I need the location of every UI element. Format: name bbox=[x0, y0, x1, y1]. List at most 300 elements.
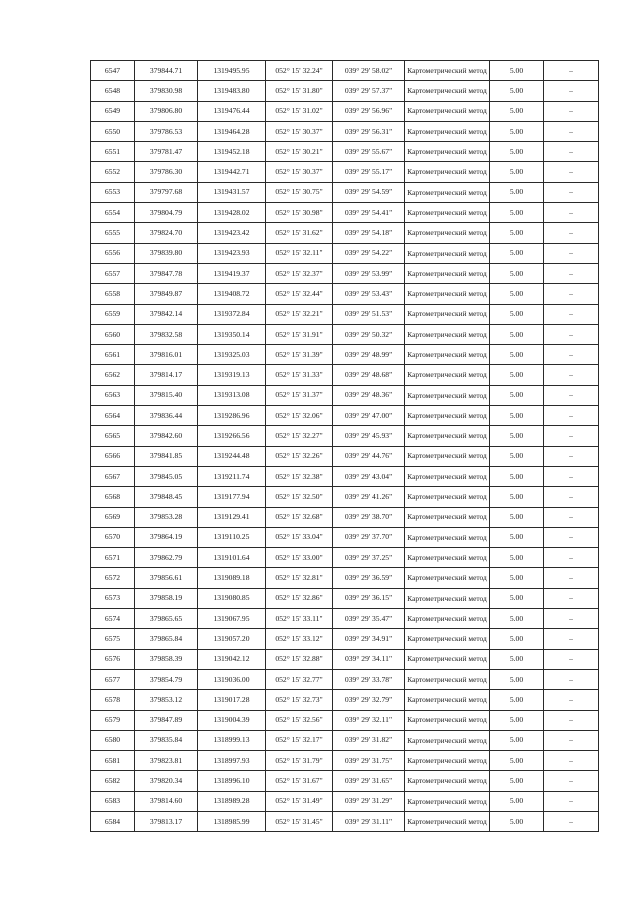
note-cell: – bbox=[544, 791, 599, 811]
method-cell: Картометрический метод bbox=[405, 751, 490, 771]
note-cell: – bbox=[544, 81, 599, 101]
x-coordinate-cell: 379786.53 bbox=[135, 121, 198, 141]
point-number-cell: 6557 bbox=[91, 263, 135, 283]
note-cell: – bbox=[544, 568, 599, 588]
point-number-cell: 6576 bbox=[91, 649, 135, 669]
note-cell: – bbox=[544, 162, 599, 182]
method-cell: Картометрический метод bbox=[405, 324, 490, 344]
latitude-cell: 052° 15' 32.73" bbox=[266, 690, 333, 710]
accuracy-cell: 5.00 bbox=[490, 162, 544, 182]
note-cell: – bbox=[544, 751, 599, 771]
point-number-cell: 6562 bbox=[91, 365, 135, 385]
latitude-cell: 052° 15' 30.98" bbox=[266, 203, 333, 223]
y-coordinate-cell: 1319244.48 bbox=[198, 446, 266, 466]
point-number-cell: 6554 bbox=[91, 203, 135, 223]
accuracy-cell: 5.00 bbox=[490, 223, 544, 243]
y-coordinate-cell: 1319419.37 bbox=[198, 263, 266, 283]
point-number-cell: 6561 bbox=[91, 345, 135, 365]
table-row bbox=[91, 629, 599, 649]
point-number-cell: 6573 bbox=[91, 588, 135, 608]
longitude-cell: 039° 29' 31.65" bbox=[333, 771, 405, 791]
point-number-cell: 6547 bbox=[91, 61, 135, 81]
longitude-cell: 039° 29' 57.37" bbox=[333, 81, 405, 101]
x-coordinate-cell: 379804.79 bbox=[135, 203, 198, 223]
accuracy-cell: 5.00 bbox=[490, 730, 544, 750]
note-cell: – bbox=[544, 284, 599, 304]
table-row bbox=[91, 649, 599, 669]
table-row bbox=[91, 182, 599, 202]
note-cell: – bbox=[544, 446, 599, 466]
y-coordinate-cell: 1318985.99 bbox=[198, 811, 266, 831]
y-coordinate-cell: 1318996.10 bbox=[198, 771, 266, 791]
latitude-cell: 052° 15' 32.27" bbox=[266, 426, 333, 446]
latitude-cell: 052° 15' 31.45" bbox=[266, 811, 333, 831]
point-number-cell: 6578 bbox=[91, 690, 135, 710]
note-cell: – bbox=[544, 365, 599, 385]
longitude-cell: 039° 29' 55.17" bbox=[333, 162, 405, 182]
note-cell: – bbox=[544, 730, 599, 750]
accuracy-cell: 5.00 bbox=[490, 568, 544, 588]
point-number-cell: 6551 bbox=[91, 142, 135, 162]
accuracy-cell: 5.00 bbox=[490, 649, 544, 669]
y-coordinate-cell: 1319004.39 bbox=[198, 710, 266, 730]
note-cell: – bbox=[544, 466, 599, 486]
y-coordinate-cell: 1318997.93 bbox=[198, 751, 266, 771]
note-cell: – bbox=[544, 223, 599, 243]
table-row bbox=[91, 263, 599, 283]
method-cell: Картометрический метод bbox=[405, 669, 490, 689]
y-coordinate-cell: 1319080.85 bbox=[198, 588, 266, 608]
x-coordinate-cell: 379824.70 bbox=[135, 223, 198, 243]
x-coordinate-cell: 379858.39 bbox=[135, 649, 198, 669]
latitude-cell: 052° 15' 32.21" bbox=[266, 304, 333, 324]
accuracy-cell: 5.00 bbox=[490, 406, 544, 426]
longitude-cell: 039° 29' 34.91" bbox=[333, 629, 405, 649]
x-coordinate-cell: 379839.80 bbox=[135, 243, 198, 263]
table-row bbox=[91, 324, 599, 344]
accuracy-cell: 5.00 bbox=[490, 548, 544, 568]
longitude-cell: 039° 29' 32.11" bbox=[333, 710, 405, 730]
y-coordinate-cell: 1319372.84 bbox=[198, 304, 266, 324]
latitude-cell: 052° 15' 32.81" bbox=[266, 568, 333, 588]
table-row bbox=[91, 385, 599, 405]
accuracy-cell: 5.00 bbox=[490, 385, 544, 405]
x-coordinate-cell: 379781.47 bbox=[135, 142, 198, 162]
longitude-cell: 039° 29' 36.15" bbox=[333, 588, 405, 608]
y-coordinate-cell: 1319431.57 bbox=[198, 182, 266, 202]
longitude-cell: 039° 29' 41.26" bbox=[333, 487, 405, 507]
method-cell: Картометрический метод bbox=[405, 487, 490, 507]
latitude-cell: 052° 15' 30.21" bbox=[266, 142, 333, 162]
note-cell: – bbox=[544, 324, 599, 344]
y-coordinate-cell: 1319350.14 bbox=[198, 324, 266, 344]
method-cell: Картометрический метод bbox=[405, 61, 490, 81]
method-cell: Картометрический метод bbox=[405, 629, 490, 649]
accuracy-cell: 5.00 bbox=[490, 345, 544, 365]
longitude-cell: 039° 29' 53.43" bbox=[333, 284, 405, 304]
point-number-cell: 6556 bbox=[91, 243, 135, 263]
note-cell: – bbox=[544, 548, 599, 568]
table-row bbox=[91, 751, 599, 771]
y-coordinate-cell: 1318989.28 bbox=[198, 791, 266, 811]
y-coordinate-cell: 1319423.93 bbox=[198, 243, 266, 263]
method-cell: Картометрический метод bbox=[405, 426, 490, 446]
method-cell: Картометрический метод bbox=[405, 162, 490, 182]
latitude-cell: 052° 15' 32.56" bbox=[266, 710, 333, 730]
y-coordinate-cell: 1319325.03 bbox=[198, 345, 266, 365]
table-row bbox=[91, 811, 599, 831]
x-coordinate-cell: 379815.40 bbox=[135, 385, 198, 405]
y-coordinate-cell: 1319483.80 bbox=[198, 81, 266, 101]
accuracy-cell: 5.00 bbox=[490, 690, 544, 710]
table-row bbox=[91, 223, 599, 243]
point-number-cell: 6574 bbox=[91, 609, 135, 629]
latitude-cell: 052° 15' 32.88" bbox=[266, 649, 333, 669]
accuracy-cell: 5.00 bbox=[490, 527, 544, 547]
table-row bbox=[91, 101, 599, 121]
accuracy-cell: 5.00 bbox=[490, 243, 544, 263]
longitude-cell: 039° 29' 53.99" bbox=[333, 263, 405, 283]
longitude-cell: 039° 29' 56.96" bbox=[333, 101, 405, 121]
x-coordinate-cell: 379856.61 bbox=[135, 568, 198, 588]
note-cell: – bbox=[544, 142, 599, 162]
latitude-cell: 052° 15' 30.75" bbox=[266, 182, 333, 202]
x-coordinate-cell: 379862.79 bbox=[135, 548, 198, 568]
point-number-cell: 6572 bbox=[91, 568, 135, 588]
latitude-cell: 052° 15' 32.68" bbox=[266, 507, 333, 527]
accuracy-cell: 5.00 bbox=[490, 811, 544, 831]
table-row bbox=[91, 588, 599, 608]
x-coordinate-cell: 379849.87 bbox=[135, 284, 198, 304]
accuracy-cell: 5.00 bbox=[490, 121, 544, 141]
table-row bbox=[91, 142, 599, 162]
point-number-cell: 6579 bbox=[91, 710, 135, 730]
latitude-cell: 052° 15' 30.37" bbox=[266, 121, 333, 141]
method-cell: Картометрический метод bbox=[405, 223, 490, 243]
accuracy-cell: 5.00 bbox=[490, 426, 544, 446]
longitude-cell: 039° 29' 48.36" bbox=[333, 385, 405, 405]
method-cell: Картометрический метод bbox=[405, 690, 490, 710]
x-coordinate-cell: 379865.84 bbox=[135, 629, 198, 649]
longitude-cell: 039° 29' 50.32" bbox=[333, 324, 405, 344]
accuracy-cell: 5.00 bbox=[490, 446, 544, 466]
point-number-cell: 6565 bbox=[91, 426, 135, 446]
latitude-cell: 052° 15' 31.91" bbox=[266, 324, 333, 344]
y-coordinate-cell: 1319177.94 bbox=[198, 487, 266, 507]
latitude-cell: 052° 15' 32.11" bbox=[266, 243, 333, 263]
note-cell: – bbox=[544, 527, 599, 547]
point-number-cell: 6549 bbox=[91, 101, 135, 121]
table-row bbox=[91, 446, 599, 466]
latitude-cell: 052° 15' 33.00" bbox=[266, 548, 333, 568]
accuracy-cell: 5.00 bbox=[490, 710, 544, 730]
accuracy-cell: 5.00 bbox=[490, 609, 544, 629]
note-cell: – bbox=[544, 771, 599, 791]
table-row bbox=[91, 730, 599, 750]
latitude-cell: 052° 15' 32.77" bbox=[266, 669, 333, 689]
point-number-cell: 6560 bbox=[91, 324, 135, 344]
method-cell: Картометрический метод bbox=[405, 406, 490, 426]
x-coordinate-cell: 379820.34 bbox=[135, 771, 198, 791]
longitude-cell: 039° 29' 55.67" bbox=[333, 142, 405, 162]
method-cell: Картометрический метод bbox=[405, 771, 490, 791]
y-coordinate-cell: 1319408.72 bbox=[198, 284, 266, 304]
accuracy-cell: 5.00 bbox=[490, 466, 544, 486]
table-row bbox=[91, 791, 599, 811]
method-cell: Картометрический метод bbox=[405, 507, 490, 527]
y-coordinate-cell: 1319313.08 bbox=[198, 385, 266, 405]
table-row bbox=[91, 121, 599, 141]
method-cell: Картометрический метод bbox=[405, 81, 490, 101]
method-cell: Картометрический метод bbox=[405, 791, 490, 811]
point-number-cell: 6569 bbox=[91, 507, 135, 527]
longitude-cell: 039° 29' 31.82" bbox=[333, 730, 405, 750]
y-coordinate-cell: 1319057.20 bbox=[198, 629, 266, 649]
longitude-cell: 039° 29' 37.25" bbox=[333, 548, 405, 568]
longitude-cell: 039° 29' 45.93" bbox=[333, 426, 405, 446]
accuracy-cell: 5.00 bbox=[490, 263, 544, 283]
latitude-cell: 052° 15' 33.04" bbox=[266, 527, 333, 547]
y-coordinate-cell: 1319266.56 bbox=[198, 426, 266, 446]
accuracy-cell: 5.00 bbox=[490, 487, 544, 507]
latitude-cell: 052° 15' 30.37" bbox=[266, 162, 333, 182]
accuracy-cell: 5.00 bbox=[490, 81, 544, 101]
method-cell: Картометрический метод bbox=[405, 527, 490, 547]
note-cell: – bbox=[544, 182, 599, 202]
method-cell: Картометрический метод bbox=[405, 548, 490, 568]
method-cell: Картометрический метод bbox=[405, 203, 490, 223]
latitude-cell: 052° 15' 31.39" bbox=[266, 345, 333, 365]
table-row bbox=[91, 284, 599, 304]
longitude-cell: 039° 29' 54.41" bbox=[333, 203, 405, 223]
table-row bbox=[91, 487, 599, 507]
note-cell: – bbox=[544, 121, 599, 141]
longitude-cell: 039° 29' 54.22" bbox=[333, 243, 405, 263]
latitude-cell: 052° 15' 32.38" bbox=[266, 466, 333, 486]
longitude-cell: 039° 29' 54.18" bbox=[333, 223, 405, 243]
x-coordinate-cell: 379842.14 bbox=[135, 304, 198, 324]
method-cell: Картометрический метод bbox=[405, 142, 490, 162]
longitude-cell: 039° 29' 48.68" bbox=[333, 365, 405, 385]
note-cell: – bbox=[544, 203, 599, 223]
method-cell: Картометрический метод bbox=[405, 304, 490, 324]
latitude-cell: 052° 15' 32.37" bbox=[266, 263, 333, 283]
accuracy-cell: 5.00 bbox=[490, 629, 544, 649]
accuracy-cell: 5.00 bbox=[490, 203, 544, 223]
accuracy-cell: 5.00 bbox=[490, 791, 544, 811]
longitude-cell: 039° 29' 37.70" bbox=[333, 527, 405, 547]
coordinates-table-body bbox=[91, 61, 599, 832]
accuracy-cell: 5.00 bbox=[490, 142, 544, 162]
method-cell: Картометрический метод bbox=[405, 182, 490, 202]
point-number-cell: 6581 bbox=[91, 751, 135, 771]
x-coordinate-cell: 379816.01 bbox=[135, 345, 198, 365]
accuracy-cell: 5.00 bbox=[490, 365, 544, 385]
note-cell: – bbox=[544, 669, 599, 689]
x-coordinate-cell: 379864.19 bbox=[135, 527, 198, 547]
longitude-cell: 039° 29' 31.11" bbox=[333, 811, 405, 831]
accuracy-cell: 5.00 bbox=[490, 588, 544, 608]
table-row bbox=[91, 466, 599, 486]
method-cell: Картометрический метод bbox=[405, 609, 490, 629]
latitude-cell: 052° 15' 33.11" bbox=[266, 609, 333, 629]
table-row bbox=[91, 710, 599, 730]
note-cell: – bbox=[544, 487, 599, 507]
table-row bbox=[91, 81, 599, 101]
x-coordinate-cell: 379845.05 bbox=[135, 466, 198, 486]
table-row bbox=[91, 345, 599, 365]
point-number-cell: 6584 bbox=[91, 811, 135, 831]
longitude-cell: 039° 29' 44.76" bbox=[333, 446, 405, 466]
method-cell: Картометрический метод bbox=[405, 811, 490, 831]
coordinates-table bbox=[90, 60, 599, 832]
latitude-cell: 052° 15' 31.79" bbox=[266, 751, 333, 771]
x-coordinate-cell: 379813.17 bbox=[135, 811, 198, 831]
point-number-cell: 6580 bbox=[91, 730, 135, 750]
longitude-cell: 039° 29' 43.04" bbox=[333, 466, 405, 486]
point-number-cell: 6553 bbox=[91, 182, 135, 202]
latitude-cell: 052° 15' 32.44" bbox=[266, 284, 333, 304]
table-row bbox=[91, 61, 599, 81]
x-coordinate-cell: 379854.79 bbox=[135, 669, 198, 689]
table-row bbox=[91, 669, 599, 689]
point-number-cell: 6575 bbox=[91, 629, 135, 649]
x-coordinate-cell: 379836.44 bbox=[135, 406, 198, 426]
table-row bbox=[91, 507, 599, 527]
y-coordinate-cell: 1319442.71 bbox=[198, 162, 266, 182]
method-cell: Картометрический метод bbox=[405, 588, 490, 608]
point-number-cell: 6559 bbox=[91, 304, 135, 324]
table-row bbox=[91, 406, 599, 426]
longitude-cell: 039° 29' 36.59" bbox=[333, 568, 405, 588]
x-coordinate-cell: 379814.17 bbox=[135, 365, 198, 385]
x-coordinate-cell: 379865.65 bbox=[135, 609, 198, 629]
y-coordinate-cell: 1319452.18 bbox=[198, 142, 266, 162]
x-coordinate-cell: 379823.81 bbox=[135, 751, 198, 771]
y-coordinate-cell: 1319129.41 bbox=[198, 507, 266, 527]
table-row bbox=[91, 203, 599, 223]
method-cell: Картометрический метод bbox=[405, 446, 490, 466]
point-number-cell: 6548 bbox=[91, 81, 135, 101]
point-number-cell: 6583 bbox=[91, 791, 135, 811]
point-number-cell: 6566 bbox=[91, 446, 135, 466]
note-cell: – bbox=[544, 406, 599, 426]
method-cell: Картометрический метод bbox=[405, 568, 490, 588]
latitude-cell: 052° 15' 32.06" bbox=[266, 406, 333, 426]
latitude-cell: 052° 15' 32.17" bbox=[266, 730, 333, 750]
point-number-cell: 6563 bbox=[91, 385, 135, 405]
method-cell: Картометрический метод bbox=[405, 649, 490, 669]
longitude-cell: 039° 29' 51.53" bbox=[333, 304, 405, 324]
y-coordinate-cell: 1319211.74 bbox=[198, 466, 266, 486]
point-number-cell: 6555 bbox=[91, 223, 135, 243]
note-cell: – bbox=[544, 588, 599, 608]
x-coordinate-cell: 379832.58 bbox=[135, 324, 198, 344]
point-number-cell: 6571 bbox=[91, 548, 135, 568]
latitude-cell: 052° 15' 32.86" bbox=[266, 588, 333, 608]
y-coordinate-cell: 1319495.95 bbox=[198, 61, 266, 81]
method-cell: Картометрический метод bbox=[405, 345, 490, 365]
latitude-cell: 052° 15' 31.37" bbox=[266, 385, 333, 405]
y-coordinate-cell: 1319042.12 bbox=[198, 649, 266, 669]
accuracy-cell: 5.00 bbox=[490, 507, 544, 527]
longitude-cell: 039° 29' 34.11" bbox=[333, 649, 405, 669]
x-coordinate-cell: 379841.85 bbox=[135, 446, 198, 466]
y-coordinate-cell: 1319089.18 bbox=[198, 568, 266, 588]
accuracy-cell: 5.00 bbox=[490, 669, 544, 689]
latitude-cell: 052° 15' 32.26" bbox=[266, 446, 333, 466]
table-row bbox=[91, 690, 599, 710]
y-coordinate-cell: 1319101.64 bbox=[198, 548, 266, 568]
table-row bbox=[91, 609, 599, 629]
x-coordinate-cell: 379858.19 bbox=[135, 588, 198, 608]
longitude-cell: 039° 29' 32.79" bbox=[333, 690, 405, 710]
latitude-cell: 052° 15' 33.12" bbox=[266, 629, 333, 649]
table-row bbox=[91, 243, 599, 263]
latitude-cell: 052° 15' 31.80" bbox=[266, 81, 333, 101]
note-cell: – bbox=[544, 710, 599, 730]
table-row bbox=[91, 568, 599, 588]
table-row bbox=[91, 162, 599, 182]
y-coordinate-cell: 1319428.02 bbox=[198, 203, 266, 223]
y-coordinate-cell: 1319286.96 bbox=[198, 406, 266, 426]
x-coordinate-cell: 379848.45 bbox=[135, 487, 198, 507]
latitude-cell: 052° 15' 31.49" bbox=[266, 791, 333, 811]
latitude-cell: 052° 15' 31.67" bbox=[266, 771, 333, 791]
x-coordinate-cell: 379847.89 bbox=[135, 710, 198, 730]
x-coordinate-cell: 379806.80 bbox=[135, 101, 198, 121]
note-cell: – bbox=[544, 649, 599, 669]
table-row bbox=[91, 426, 599, 446]
accuracy-cell: 5.00 bbox=[490, 751, 544, 771]
longitude-cell: 039° 29' 35.47" bbox=[333, 609, 405, 629]
note-cell: – bbox=[544, 426, 599, 446]
x-coordinate-cell: 379844.71 bbox=[135, 61, 198, 81]
method-cell: Картометрический метод bbox=[405, 365, 490, 385]
table-row bbox=[91, 527, 599, 547]
note-cell: – bbox=[544, 243, 599, 263]
note-cell: – bbox=[544, 304, 599, 324]
y-coordinate-cell: 1319319.13 bbox=[198, 365, 266, 385]
point-number-cell: 6577 bbox=[91, 669, 135, 689]
latitude-cell: 052° 15' 31.33" bbox=[266, 365, 333, 385]
point-number-cell: 6552 bbox=[91, 162, 135, 182]
accuracy-cell: 5.00 bbox=[490, 284, 544, 304]
longitude-cell: 039° 29' 31.29" bbox=[333, 791, 405, 811]
longitude-cell: 039° 29' 56.31" bbox=[333, 121, 405, 141]
method-cell: Картометрический метод bbox=[405, 243, 490, 263]
y-coordinate-cell: 1319464.28 bbox=[198, 121, 266, 141]
longitude-cell: 039° 29' 33.78" bbox=[333, 669, 405, 689]
note-cell: – bbox=[544, 263, 599, 283]
x-coordinate-cell: 379842.60 bbox=[135, 426, 198, 446]
note-cell: – bbox=[544, 811, 599, 831]
note-cell: – bbox=[544, 61, 599, 81]
x-coordinate-cell: 379830.98 bbox=[135, 81, 198, 101]
table-row bbox=[91, 365, 599, 385]
latitude-cell: 052° 15' 32.50" bbox=[266, 487, 333, 507]
note-cell: – bbox=[544, 690, 599, 710]
x-coordinate-cell: 379853.28 bbox=[135, 507, 198, 527]
longitude-cell: 039° 29' 31.75" bbox=[333, 751, 405, 771]
note-cell: – bbox=[544, 629, 599, 649]
longitude-cell: 039° 29' 47.00" bbox=[333, 406, 405, 426]
x-coordinate-cell: 379786.30 bbox=[135, 162, 198, 182]
method-cell: Картометрический метод bbox=[405, 730, 490, 750]
latitude-cell: 052° 15' 32.24" bbox=[266, 61, 333, 81]
x-coordinate-cell: 379835.84 bbox=[135, 730, 198, 750]
note-cell: – bbox=[544, 345, 599, 365]
